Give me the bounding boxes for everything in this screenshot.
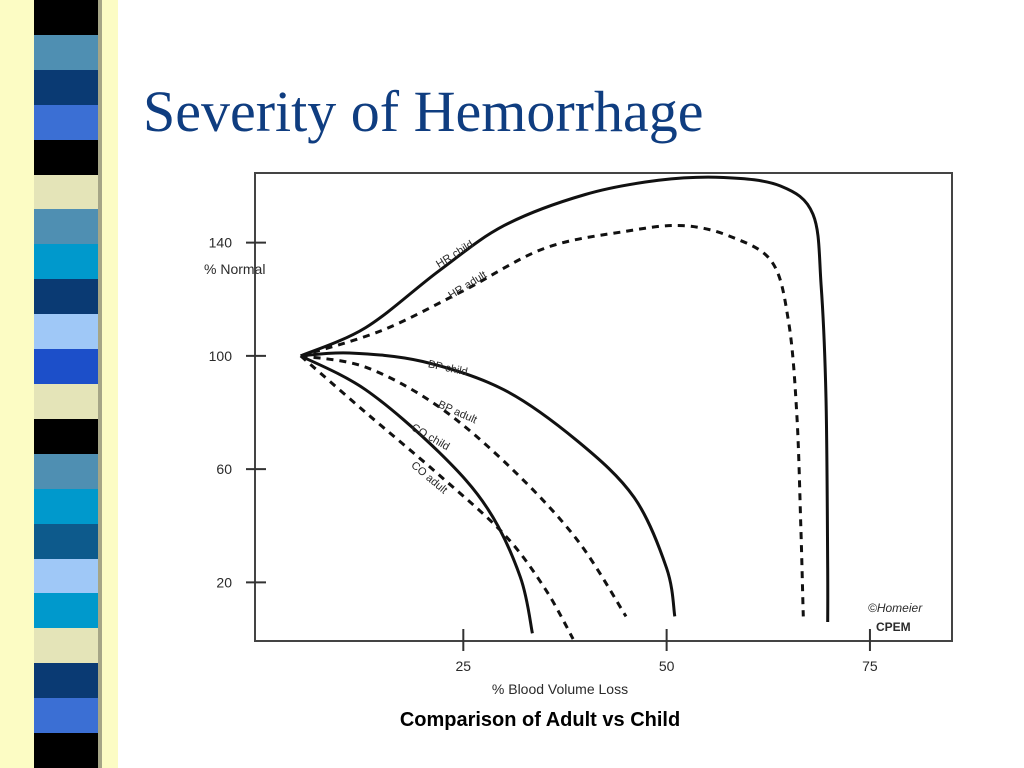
series-label: BP adult bbox=[436, 398, 479, 427]
x-ticks bbox=[456, 629, 878, 674]
y-tick-label: 140 bbox=[208, 234, 232, 251]
series-line-co-adult bbox=[301, 356, 573, 639]
watermark-cpem: CPEM bbox=[876, 620, 911, 634]
series-label: CO adult bbox=[408, 459, 450, 497]
watermark-author: ©Homeier bbox=[868, 601, 923, 615]
series-line-bp-child bbox=[301, 353, 675, 617]
plot-frame bbox=[255, 173, 952, 641]
series-label: HR adult bbox=[446, 268, 489, 302]
slide-title: Severity of Hemorrhage bbox=[143, 79, 704, 144]
x-axis-label: % Blood Volume Loss bbox=[491, 681, 629, 697]
y-ticks bbox=[209, 235, 266, 591]
chart-caption: Comparison of Adult vs Child bbox=[399, 709, 681, 731]
series-label: BP child bbox=[426, 358, 469, 379]
series-layer bbox=[301, 177, 828, 639]
series-label: CO child bbox=[408, 421, 452, 454]
y-axis-label: % Normal bbox=[204, 261, 266, 277]
x-tick-label: 25 bbox=[455, 658, 472, 674]
y-tick-label: 60 bbox=[216, 461, 232, 478]
series-line-co-child bbox=[301, 356, 533, 633]
x-tick-label: 75 bbox=[862, 658, 878, 674]
series-label: HR child bbox=[434, 238, 476, 271]
y-tick-label: 100 bbox=[208, 347, 232, 364]
x-tick-label: 50 bbox=[658, 658, 675, 674]
y-tick-label: 20 bbox=[216, 574, 232, 591]
series-line-bp-adult bbox=[301, 356, 626, 617]
